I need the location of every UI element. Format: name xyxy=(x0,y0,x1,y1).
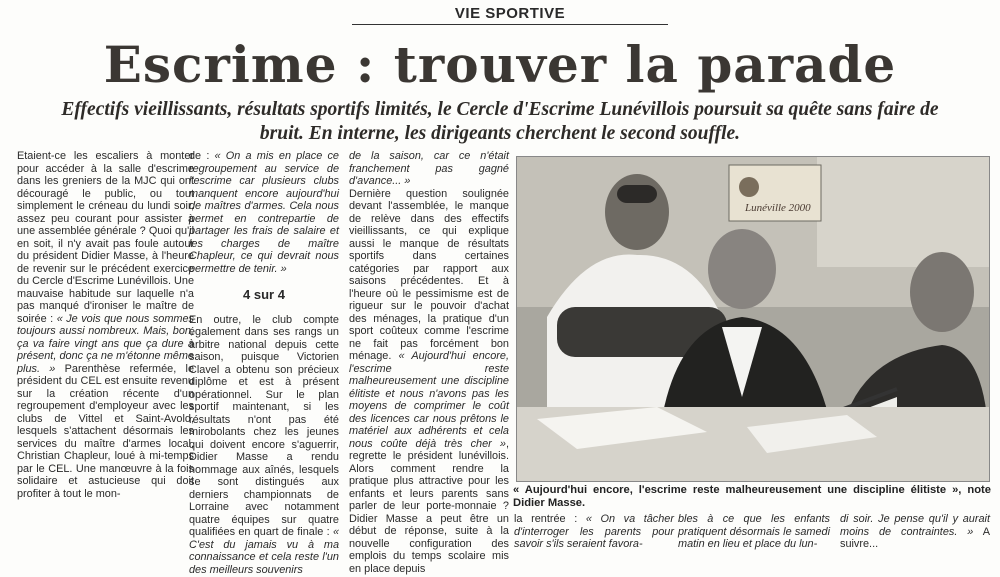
col3-paragraph-2: , regrette le président lunévillois. Alors comment rendre la pratique plus attractive pour les enfants et leurs parents sans parler de leur porte-monnaie ? Didier Masse a peut être un début de réponse, suite à la nouvelle configuration des emplois du temps scolaire mis en place depuis xyxy=(349,437,509,575)
article-column-1 xyxy=(17,150,194,500)
col1-paragraph-2: Parenthèse refermée, le président du CEL est ensuite revenu sur la création récente d'un regroupement d'employeur avec les clubs de Vittel et Saint-Avold, lesquels s'attachent désormais les services du maître d'armes local, Christian Chapleur, loué à mi-temps par le CEL. Une manœuvre à la fois solidaire et astucieuse qui doit profiter à tout le mon- xyxy=(17,362,195,500)
col1-paragraph: Etaient-ce les escaliers à monter pour accéder à la salle d'escrime dans les greniers de la MJC qui ont découragé le public, ou tout simplement le créneau du lundi soir, assez peu courant pour assister à une assemblée générale ? Quoi qu'il en soit, il n'y avait pas foule autour du président Didier Masse, à l'heure de revenir sur le précédent exercice du Cercle d'Escrime Lunévillois. Une mauvaise habitude sur laquelle n'a pas manqué d'ironiser le maître de soirée : xyxy=(17,150,195,325)
poster-text: Lunéville 2000 xyxy=(745,202,811,214)
col1-quote: « Je vois que nous sommes toujours aussi nombreux. Mais, bon, ça va faire vingt ans que ça dure à présent, donc ça ne m'étonne même plus. » xyxy=(17,312,194,375)
article-column-5 xyxy=(678,513,830,551)
col2-paragraph: de : xyxy=(189,150,210,162)
col6-ending: A suivre... xyxy=(840,525,990,550)
intertitle: 4 sur 4 xyxy=(243,287,285,302)
col2-paragraph-2: En outre, le club compte également dans ses rangs un arbitre national depuis cette saison, puisque Victorien Clavel a obtenu son précieux diplôme et est à présent opérationnel. Sur le plan sportif maintenant, si les résultats n'ont pas été mirobolants chez les jeunes qui doivent encore s'aguerrir, Didier Masse a rendu hommage aux aînés, lesquels se sont distingués aux derniers championnats de Lorraine avec notamment quatre équipes sur quatre qualifiées en quart de finale : xyxy=(189,313,339,538)
col3-paragraph: Dernière question soulignée devant l'assemblée, le manque de relève dans des effectifs vieillissants, ce qui explique aussi le manque de résultats sportifs dans certaines catégories par rapport aux saisons précédentes. Et à l'heure où le pessimisme est de rigueur sur le pouvoir d'achat des ménages, la pratique d'un sport coûteux comme l'escrime ne fait pas forcément bon ménage. xyxy=(349,187,509,362)
col2-quote: « On a mis en place ce regroupement au service de l'escrime car plusieurs clubs manquent encore aujourd'hui de maîtres d'armes. Cela nous permet en contrepartie de partager les frais de salaire et les charges de maître Chapleur, ce qui devrait nous permettre de tenir. » xyxy=(189,150,339,275)
photo-caption: « Aujourd'hui encore, l'escrime reste malheureusement une discipline élitiste », note Didier Masse. xyxy=(513,484,991,509)
article-column-6 xyxy=(840,513,990,551)
col5-quote: bles à ce que les enfants pratiquent désormais le samedi matin en lieu et place du lun- xyxy=(678,513,830,550)
section-rubric: VIE SPORTIVE xyxy=(352,4,668,25)
deck-subtitle: Effectifs vieillissants, résultats sportifs limités, le Cercle d'Escrime Lunévillois poursuit sa quête sans faire de bruit. En interne, les dirigeants cherchent le second souffle. xyxy=(61,99,939,144)
col4-paragraph: la rentrée : xyxy=(514,513,578,525)
article-column-4 xyxy=(514,513,674,551)
photo-illustration xyxy=(517,157,989,481)
article-photo xyxy=(516,156,990,482)
col2-quote-2: « C'est du jamais vu à ma connaissance et cela reste l'un des meilleurs souvenirs xyxy=(189,526,339,576)
col4-quote: « On va tâcher d'interroger les parents pour savoir s'ils seraient favora- xyxy=(514,513,674,550)
col3-quote-2: « Aujourd'hui encore, l'escrime reste malheureusement une discipline élitiste et nous n'avons pas les moyens de comprimer le coût des licences car nous prêtons le matériel aux adhérents et cela nous coûte déjà très cher » xyxy=(349,350,509,450)
col6-quote: di soir. Je pense qu'il y aurait moins de contraintes. » xyxy=(840,513,990,538)
headline: Escrime : trouver la parade xyxy=(103,35,897,94)
article-column-2 xyxy=(189,150,339,576)
article-column-3 xyxy=(349,150,509,575)
col3-quote: de la saison, car ce n'était franchement pas gagné d'avance... » xyxy=(349,150,509,187)
